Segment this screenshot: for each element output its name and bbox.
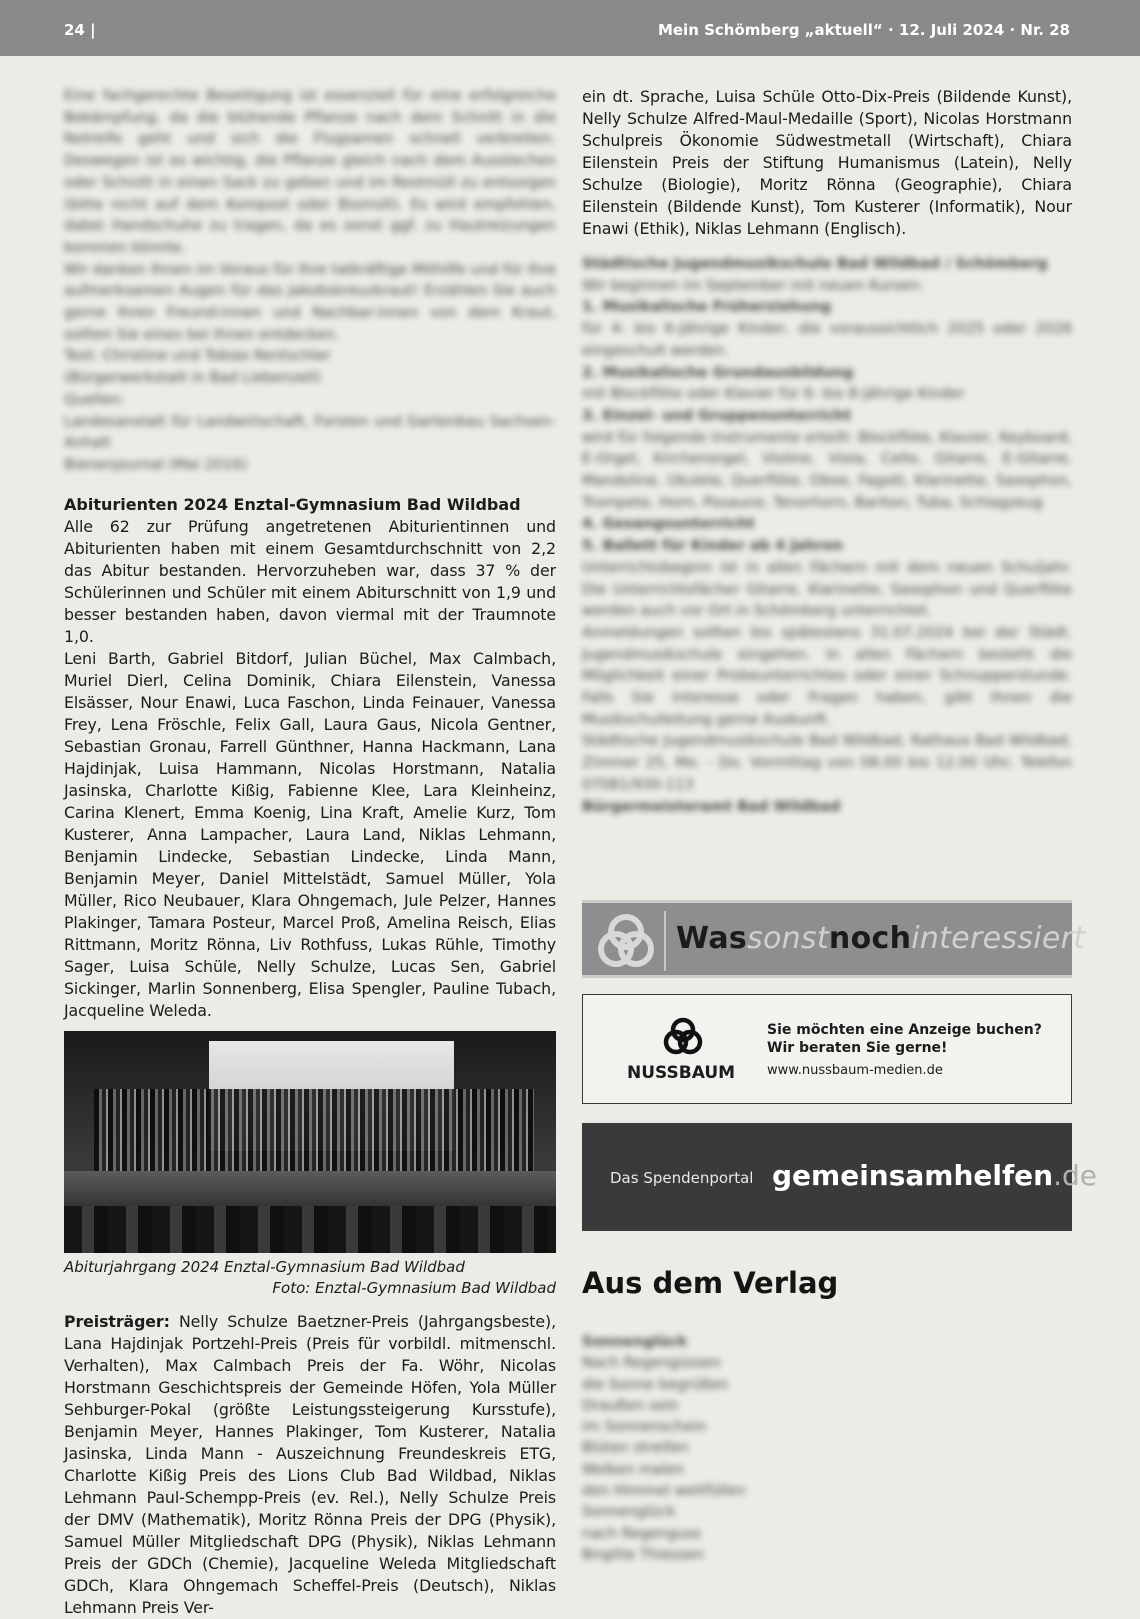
blurred-left-paragraph: Text: Christine und Tobias Rentschler — [64, 348, 331, 365]
abitur-heading: Abiturienten 2024 Enztal-Gymnasium Bad Wildbad — [64, 494, 521, 514]
ad-was-sonst-noch-interessiert[interactable] — [582, 900, 1086, 978]
prize-label: Preisträger: — [64, 1311, 170, 1331]
nussbaum-brand: NUSSBAUM — [627, 1063, 736, 1083]
blurred-left-paragraph: Wir danken Ihnen im Voraus für Ihre tatkräftige Mithilfe und für Ihre aufmerksamen Augen für das Jakobskreuzkraut! Erzählen Sie auch gerne Ihren Freund:innen und Nachbar:innen von dem Kraut, sollten Sie eines bei Ihnen entdecken. — [64, 261, 556, 343]
blurred-right-paragraph: Bürgermeisteramt Bad Wildbad — [582, 798, 841, 815]
blurred-right-paragraph: Anmeldungen sollten bis spätestens 31.07.2024 bei der Städt. Jugendmusikschule eingehen. In allen Fächern besteht die Möglichkeit einer Probeunterrichtes oder einer Schnupperstunde. Falls Sie Interesse oder Fragen haben, gibt Ihnen die Musikschulleitung gerne Auskunft. — [582, 624, 1072, 728]
blurred-right-paragraph: mit Blockflöte oder Klavier für 6- bis 8-jährige Kinder — [582, 386, 965, 403]
poem-line: Sonnenglück — [582, 1334, 688, 1350]
ad-interest-text — [676, 921, 1085, 956]
blurred-right-paragraph: 4. Gesangsunterricht — [582, 516, 755, 533]
nussbaum-logo-icon — [594, 909, 658, 973]
abitur-intro: Alle 62 zur Prüfung angetretenen Abiturientinnen und Abiturienten haben mit einem Gesamtdurchschnitt von 2,2 das Abitur bestanden. Hervorzuheben war, dass 37 % der Schülerinnen und Schüler mit einem Abiturschnitt von 1,9 und besser bestanden haben, davon viermal mit der Traumnote 1,0. — [64, 516, 556, 646]
blurred-right-paragraph: Unterrichtsbeginn ist in allen Fächern mit dem neuen Schuljahr. Die Unterrichtsfächer Gitarre, Klarinette, Saxophon und Querflöte werden auch vor Ort in Schömberg unterrichtet. — [582, 559, 1072, 620]
left-column — [64, 86, 556, 1619]
blurred-right-paragraph: 1. Musikalische Früherziehung — [582, 299, 832, 316]
audience — [64, 1206, 556, 1253]
blurred-right-paragraph: Städtische Jugendmusikschule Bad Wildbad / Schömberg — [582, 256, 1048, 272]
right-column — [582, 86, 1072, 818]
word-noch: noch — [828, 921, 912, 956]
poem-line: die Sonne begrüßen — [582, 1376, 729, 1393]
ad-line-2: Wir beraten Sie gerne! — [767, 1040, 948, 1056]
ad-nussbaum-headline — [767, 1021, 1042, 1057]
blurred-right-paragraph: wird für folgende Instrumente erteilt: Blockflöte, Klavier, Keyboard, E-Orgel, Kirchenorgel, Violine, Viola, Cello, Gitarre, E-Gitarre, Mandoline, Ukulele, Querflöte, Oboe, Fagott, Klarinette, Saxophon, Trompete, Horn, Posaune, Tenorhorn, Bariton, Tuba, Schlagzeug — [582, 429, 1072, 511]
poem-line: Blüten streifen — [582, 1440, 689, 1457]
poem-line: im Sonnenschein — [582, 1419, 707, 1436]
abitur-names: Leni Barth, Gabriel Bitdorf, Julian Büchel, Max Calmbach, Muriel Dierl, Celina Dominik, Chiara Eilenstein, Vanessa Elsässer, Nour Enawi, Luca Faschon, Linda Feinauer, Vanessa Frey, Lena Fröschle, Felix Gall, Laura Gaus, Nicola Gentner, Sebastian Gronau, Farrell Günthner, Hanna Hackmann, Lana Hajdinjak, Luisa Hammann, Nicolas Horstmann, Natalia Jasinska, Charlotte Kißig, Fabienne Klee, Lara Kleinheinz, Carina Klenert, Emma Koenig, Lina Kraft, Amelie Kurz, Tom Kusterer, Anna Lampacher, Laura Land, Niklas Lehmann, Benjamin Lindecke, Sebastian Lindecke, Linda Mann, Benjamin Meyer, Daniel Mittelstädt, Samuel Müller, Yola Müller, Rico Neubauer, Klara Ohngemach, Jule Pelzer, Hannes Plakinger, Tamara Posteur, Marcel Proß, Amelina Reisch, Elias Rittmann, Moritz Rönna, Liv Rothfuss, Lukas Rühle, Timothy Sager, Luisa Schüle, Nelly Schulze, Lucas Sen, Gabriel Sickinger, Marlin Sonnenberg, Elisa Spengler, Pauline Tubach, Jacqueline Weleda. — [64, 648, 556, 1020]
poem-line: Nach Regengüssen — [582, 1355, 721, 1372]
prize-text: Nelly Schulze Baetzner-Preis (Jahrgangsbeste), Lana Hajdinjak Portzehl-Preis (Preis für vorbildl. mitmenschl. Verhalten), Max Calmbach Preis der Fa. Wöhr, Nicolas Horstmann Geschichtspreis der Gemeinde Höfen, Yola Müller Sehburger-Pokal (größte Leistungssteigerung Kursstufe), Benjamin Meyer, Hannes Plakinger, Tom Kusterer, Natalia Jasinska, Linda Mann - Auszeichnung Freundeskreis ETG, Charlotte Kißig Preis des Lions Club Bad Wildbad, Niklas Lehmann Paul-Schempp-Preis (ev. Rel.), Nelly Schulze Preis der DMV (Mathematik), Moritz Rönna Preis der DPG (Physik), Samuel Müller Mitgliedschaft DPG (Physik), Niklas Lehmann Preis der GDCh (Chemie), Jacqueline Weleda Mitgliedschaft GDCh, Klara Ohngemach Scheffel-Preis (Deutsch), Niklas Lehmann Preis Ver- — [64, 1311, 556, 1617]
blurred-poem — [582, 1332, 882, 1566]
poem-line: den Himmel weitfüllen — [582, 1483, 746, 1500]
poem-line: Draußen sein — [582, 1397, 679, 1414]
poem-line: Birgitte Thiessen — [582, 1546, 705, 1563]
prize-winners — [64, 1311, 556, 1619]
blurred-right-paragraph: 2. Musikalische Grundausbildung — [582, 364, 854, 381]
ad-divider — [664, 911, 666, 971]
word-was: Was — [676, 921, 748, 956]
poem-line: Sonnenglück — [582, 1504, 676, 1521]
poem-line: nach Regenguss — [582, 1525, 702, 1542]
class-photo — [64, 1031, 556, 1253]
blurred-left-paragraph: Quellen: — [64, 391, 125, 408]
ad-nussbaum[interactable] — [582, 994, 1072, 1104]
blurred-right-paragraph: Städtische Jugendmusikschule Bad Wildbad, Rathaus Bad Wildbad, Zimmer 25, Mo. - Do. Vormittag von 08.00 bis 12.00 Uhr, Telefon 07081/930-113 — [582, 733, 1072, 793]
site-name: gemeinsamhelfen — [772, 1159, 1054, 1192]
page-header — [0, 0, 1140, 56]
blurred-left-paragraph: Bienenjournal (Mai 2016) — [64, 456, 247, 473]
blurred-right-paragraph: für 4- bis 6-jährige Kinder, die voraussichtlich 2025 oder 2026 eingeschult werden. — [582, 321, 1072, 359]
blurred-left-paragraph: Eine fachgerechte Beseitigung ist essenziell für eine erfolgreiche Bekämpfung, da die blühende Pflanze nach dem Schnitt in die Notreife geht und sich die Flugsamen schnell verbreiten. Deswegen ist es wichtig, die Pflanze gleich nach dem Ausstechen oder Schnitt in einen Sack zu geben und im Restmüll zu entsorgen (bitte nicht auf dem Kompost oder Biomüll). Es wird empfohlen, dabei Handschuhe zu tragen, da es sonst ggf. zu Hautreizungen kommen könnte. — [64, 88, 556, 256]
poem-line: Wolken malen — [582, 1461, 685, 1478]
page-number: 24 | — [64, 21, 96, 39]
caption-credit: Foto: Enztal-Gymnasium Bad Wildbad — [272, 1278, 556, 1297]
publication-title: Mein Schömberg „aktuell“ · 12. Juli 2024 · Nr. 28 — [657, 21, 1070, 39]
blurred-left-paragraph: Landesanstalt für Landwirtschaft, Forsten und Gartenbau Sachsen-Anhalt — [64, 413, 556, 452]
blurred-music-school-article — [582, 254, 1072, 818]
word-interessiert: interessiert — [911, 921, 1086, 956]
blurred-right-paragraph: 3. Einzel- und Gruppenunterricht — [582, 407, 852, 424]
blurred-right-paragraph: Wir beginnen im September mit neuen Kursen: — [582, 277, 924, 294]
nussbaum-url-link[interactable]: www.nussbaum-medien.de — [767, 1063, 943, 1078]
site-tld: .de — [1053, 1159, 1097, 1192]
students-group — [94, 1089, 534, 1171]
nussbaum-logo-icon — [661, 1015, 705, 1059]
prize-continuation: ein dt. Sprache, Luisa Schüle Otto-Dix-Preis (Bildende Kunst), Nelly Schulze Alfred-Maul-Medaille (Sport), Nicolas Horstmann Schulpreis Ökonomie Südwestmetall (Wirtschaft), Chiara Eilenstein Preis der Stiftung Humanismus (Latein), Nelly Schulze (Biologie), Moritz Rönna (Geographie), Chiara Eilenstein (Bildende Kunst), Tom Kusterer (Informatik), Nour Enawi (Ethik), Niklas Lehmann (Englisch). — [582, 87, 1072, 238]
spendenportal-site — [772, 1159, 1097, 1192]
word-sonst: sonst — [747, 921, 829, 956]
spendenportal-label: Das Spendenportal — [610, 1169, 754, 1187]
blurred-previous-article — [64, 86, 556, 477]
section-heading-verlag: Aus dem Verlag — [582, 1266, 839, 1300]
ad-gemeinsamhelfen[interactable] — [582, 1123, 1097, 1231]
ad-line-1: Sie möchten eine Anzeige buchen? — [767, 1022, 1042, 1038]
photo-caption — [64, 1257, 556, 1299]
blurred-right-paragraph: 5. Ballett für Kinder ab 4 Jahren — [582, 538, 844, 555]
caption-title: Abiturjahrgang 2024 Enztal-Gymnasium Bad Wildbad — [64, 1257, 465, 1276]
blurred-left-paragraph: (Bürgerwerkstatt in Bad Liebenzell) — [64, 370, 321, 387]
